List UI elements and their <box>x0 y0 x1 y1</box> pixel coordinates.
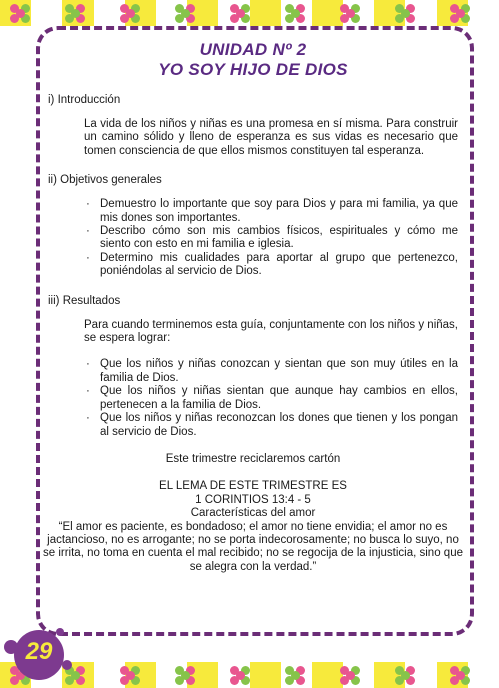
page-number: 29 <box>25 638 53 665</box>
list-item: · Demuestro lo importante que soy para Dios y para mi familia, ya que mis dones son importantes. <box>84 198 458 225</box>
unit-title-line1: UNIDAD Nº 2 <box>199 40 307 59</box>
decorative-dot <box>346 9 355 18</box>
lema-quote: “El amor es paciente, es bondadoso; el amor no tiene envidia; el amor no es jactancioso, no es arrogante; no se porta indecorosamente; no busca lo suyo, no se irrita, no toma en cuenta el mal recibido; no se regocija de la injusticia, sino que se alegra con la verdad.” <box>43 520 463 573</box>
decorative-dot <box>401 9 410 18</box>
badge-splash <box>56 628 64 636</box>
decorative-dot <box>126 671 135 680</box>
decorative-dot <box>346 671 355 680</box>
bottom-border-dots <box>0 662 499 688</box>
objetivos-list <box>48 198 458 278</box>
lema-line1: EL LEMA DE ESTE TRIMESTRE ES <box>159 480 347 493</box>
decorative-dot <box>456 671 465 680</box>
page-content <box>43 40 463 574</box>
decorative-dot <box>16 9 25 18</box>
list-item: · Determino mis cualidades para aportar al grupo que pertenezco, poniéndolas al servicio de Dios. <box>84 252 458 279</box>
decorative-dot <box>181 9 190 18</box>
unit-title-line2: YO SOY HIJO DE DIOS <box>158 60 348 79</box>
decorative-dot <box>401 671 410 680</box>
resultados-intro: Para cuando terminemos esta guía, conjuntamente con los niños y niñas, se espera lograr: <box>84 318 458 345</box>
decorative-dot <box>291 9 300 18</box>
intro-text: La vida de los niños y niñas es una promesa en sí misma. Para construir un camino sólido y lleno de esperanza es sus vidas es necesario que tomen consciencia de que ellos mismos constituyen tal esperanza. <box>84 118 458 157</box>
lema-line2: 1 CORINTIOS 13:4 - 5 <box>195 493 311 506</box>
decorative-dot <box>236 9 245 18</box>
resultados-list <box>48 358 458 438</box>
intro-heading: i) Introducción <box>48 94 121 106</box>
list-item: · Que los niños y niñas conozcan y sientan que son muy útiles en la familia de Dios. <box>84 358 458 385</box>
resultados-heading: iii) Resultados <box>48 294 121 307</box>
objetivos-heading: ii) Objetivos generales <box>48 174 162 187</box>
decorative-dot <box>181 671 190 680</box>
top-border-dots <box>0 0 499 26</box>
unit-title <box>48 40 458 80</box>
list-item: · Que los niños y niñas reconozcan los dones que tienen y los pongan al servicio de Dios. <box>84 412 458 439</box>
decorative-dot <box>236 671 245 680</box>
lema-line3: Características del amor <box>190 507 316 520</box>
decorative-dot <box>71 9 80 18</box>
list-item: · Que los niños y niñas sientan que aunque hay cambios en ellos, pertenecen a la familia de Dios. <box>84 385 458 412</box>
decorative-dot <box>71 671 80 680</box>
reciclaje-text: Este trimestre reciclaremos cartón <box>165 452 341 465</box>
decorative-dot <box>456 9 465 18</box>
list-item: · Describo cómo son mis cambios físicos, espirituales y cómo me siento con esto en mi familia e iglesia. <box>84 225 458 252</box>
decorative-dot <box>291 671 300 680</box>
decorative-dot <box>126 9 135 18</box>
